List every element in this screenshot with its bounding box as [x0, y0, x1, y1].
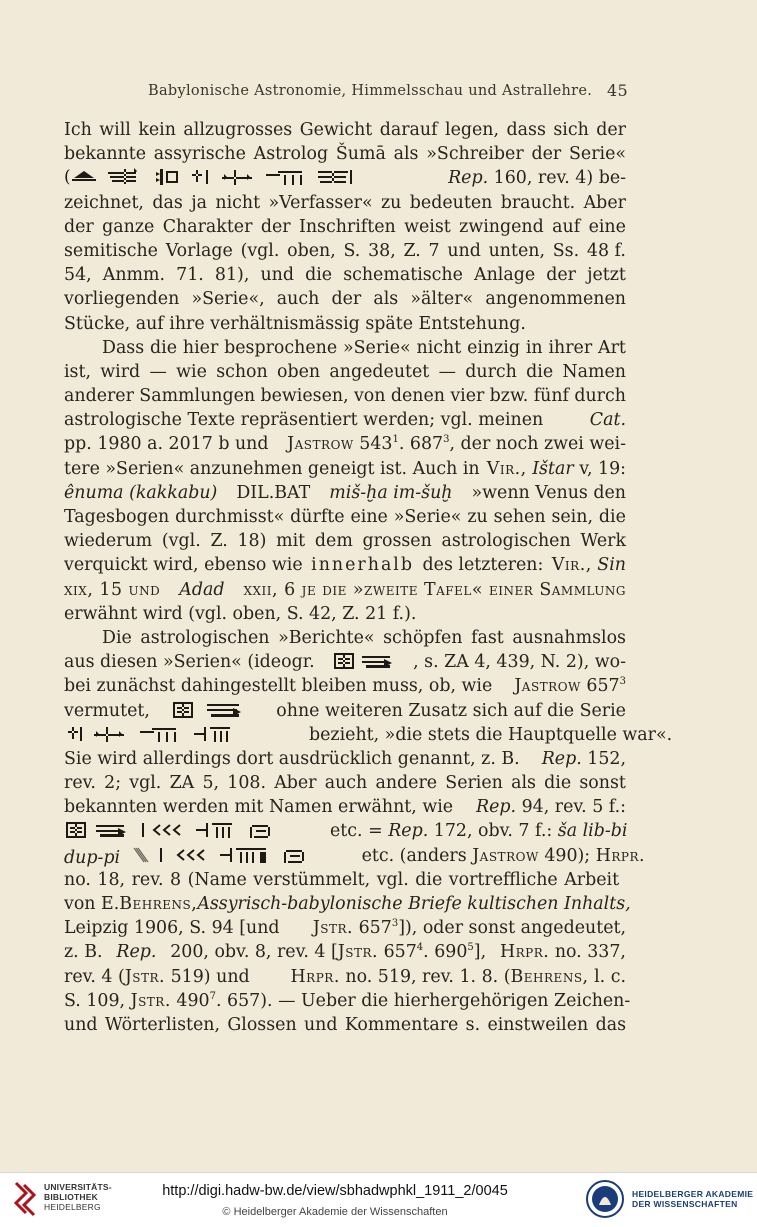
word: vgl.	[129, 773, 162, 794]
text-line: dup-pi etc. (anders Jastrow 490); Hrpr.	[64, 845, 646, 868]
word: Vorlage	[165, 240, 233, 261]
text-line: ênuma (kakkabu) DIL.BAT miš-ḫa im-šuḫ »wenn Venus den	[64, 482, 626, 503]
word: will	[99, 120, 131, 140]
text-line	[64, 771, 626, 795]
word: schon	[216, 361, 268, 382]
word: »Serie«	[342, 337, 411, 358]
cuneiform-ideogram	[332, 650, 396, 672]
cuneiform-signs-figure	[64, 723, 309, 745]
word: (vgl.	[161, 531, 201, 552]
word: dem	[314, 531, 353, 552]
word: das	[595, 1014, 626, 1035]
word: dass	[506, 120, 546, 140]
word: zeichnet,	[64, 192, 144, 213]
text-line	[64, 142, 626, 166]
word: Anmm.	[102, 265, 166, 286]
text-line	[64, 384, 626, 408]
word: »Berichte«	[278, 627, 375, 648]
word: eine	[350, 507, 388, 527]
word: und	[447, 240, 481, 261]
cat-reference: Cat.	[589, 410, 626, 431]
text-line	[64, 529, 626, 553]
word: besprochene	[224, 337, 338, 358]
word: braucht.	[500, 192, 576, 213]
word: —	[438, 361, 456, 382]
text-line	[64, 360, 626, 384]
word: darauf	[379, 120, 438, 140]
word: die	[305, 265, 333, 286]
word: kein	[138, 120, 176, 140]
word: wiederum	[64, 531, 153, 552]
word: (vgl.	[240, 240, 280, 261]
svg-text:(: (	[64, 167, 71, 188]
word: das	[152, 192, 183, 213]
word: Namen	[562, 361, 626, 382]
word: Dass	[102, 337, 145, 358]
word: ihrer	[548, 337, 593, 358]
word: sonst	[579, 773, 626, 794]
university-library-logo-icon	[12, 1179, 38, 1219]
word: der	[531, 144, 562, 165]
word: nicht	[416, 337, 462, 358]
word: »Verfasser«	[268, 192, 373, 213]
word: ja	[191, 192, 207, 213]
word: Die	[102, 627, 132, 648]
word: als	[393, 144, 419, 165]
word: »älter«	[410, 289, 474, 310]
word: Wörterlisten,	[104, 1014, 221, 1035]
word: sich	[553, 120, 589, 140]
word: grossen	[362, 531, 432, 552]
word: nicht	[215, 192, 261, 213]
cuneiform-signs-figure	[126, 844, 362, 866]
word: fast	[471, 627, 504, 648]
text-line: erwähnt wird (vgl. oben, S. 42, Z. 21 f.).	[64, 603, 417, 624]
university-library-name: UNIVERSITÄTS- BIBLIOTHEK HEIDELBERG	[44, 1182, 112, 1212]
word: —	[149, 361, 167, 382]
text-line: Sie wird allerdings dort ausdrücklich genannt, z. B. Rep. 152,	[64, 748, 626, 769]
word: als	[373, 289, 399, 310]
word: und	[303, 1014, 338, 1035]
word: zu	[467, 507, 488, 527]
word: ist,	[64, 361, 92, 382]
word: Aber	[274, 773, 317, 794]
word: Z.	[403, 240, 421, 261]
word: legen,	[445, 120, 500, 140]
word: Anlage	[474, 265, 536, 286]
word: Ich	[64, 120, 92, 140]
word: bekannte	[64, 144, 147, 165]
word: »Serie«	[393, 507, 462, 527]
word: 54,	[64, 265, 92, 286]
word: denen	[390, 386, 445, 407]
word: andere	[375, 773, 438, 794]
word: eine	[588, 216, 626, 237]
word: zu	[381, 192, 402, 213]
word: astrologischen	[140, 627, 270, 648]
text-line: Leipzig 1906, S. 94 [und Jstr. $657^3$]), oder sonst angedeutet,	[64, 918, 626, 939]
text-line	[64, 263, 626, 287]
page-number: 45	[607, 81, 628, 100]
word: Astrolog	[253, 144, 329, 165]
word: sein,	[551, 507, 593, 527]
word: der	[260, 216, 291, 237]
text-line: z. B. Rep. 200, obv. 8, rev. 4 [Jstr. $657^4$. $690^5$], Hrpr. no. 337,	[64, 942, 626, 963]
word: oben,	[287, 240, 336, 261]
word: ausnahmslos	[512, 627, 626, 648]
word: 108.	[227, 773, 266, 794]
word: einstweilen	[487, 1014, 589, 1035]
cuneiform-signs-figure	[64, 819, 330, 841]
text-line: verquickt wird, ebenso wie innerhalb des letzteren: Vir., Sin	[64, 555, 626, 576]
word: die	[544, 773, 572, 794]
word: Art	[598, 337, 626, 358]
word: dürfte	[290, 507, 345, 527]
text-line	[64, 336, 626, 360]
word: ZA	[169, 773, 195, 794]
text-line: Stücke, auf ihre verhältnismässig späte Entstehung.	[64, 313, 526, 334]
text-line: no. 18, rev. 8 (Name verstümmelt, vgl. die vortreffliche Arbeit	[64, 869, 620, 890]
word: Inschriften	[298, 216, 396, 237]
word: zwingend	[459, 216, 544, 237]
word: vorliegenden	[64, 289, 180, 310]
text-line	[64, 626, 626, 650]
academy-name: HEIDELBERGER AKADEMIE DER WISSENSCHAFTEN	[632, 1189, 754, 1209]
word: weist	[404, 216, 451, 237]
word: 7	[428, 240, 440, 261]
word: Sammlungen	[139, 386, 256, 407]
word: angenommenen	[485, 289, 626, 310]
word: ganze	[102, 216, 155, 237]
word: als	[511, 773, 536, 794]
word: mit	[276, 531, 306, 552]
word: Aber	[583, 192, 626, 213]
word: einzig	[467, 337, 520, 358]
word: der	[331, 289, 362, 310]
word: von	[353, 386, 386, 407]
text-line	[64, 215, 626, 239]
word: 18)	[237, 531, 267, 552]
word: in	[525, 337, 543, 358]
word: bzw.	[489, 386, 529, 407]
word: Charakter	[162, 216, 253, 237]
word: Glossen	[227, 1014, 297, 1035]
word: auch	[276, 289, 320, 310]
text-line	[64, 239, 626, 263]
word: wird	[100, 361, 141, 382]
body-text	[64, 118, 673, 1037]
text-line: bei zunächst dahingestellt bleiben muss, ob, wie Jastrow $657^3$	[64, 676, 626, 697]
word: Gewicht	[299, 120, 373, 140]
word: 38,	[368, 240, 396, 261]
word: assyrische	[153, 144, 246, 165]
running-header	[148, 83, 628, 105]
text-line: etc. = Rep. 172, obv. 7 f.: ša lib-bi	[64, 819, 626, 843]
word: wie	[176, 361, 207, 382]
word: jetzt	[587, 265, 626, 286]
running-title: Babylonische Astronomie, Himmelsschau und Astrallehre.	[148, 83, 593, 99]
text-line: bezieht, »die stets die Hauptquelle war«.	[64, 723, 626, 747]
word: Werk	[580, 531, 626, 552]
word: 5,	[202, 773, 220, 794]
word: durchmisst«	[175, 507, 285, 527]
word: Kommentare	[344, 1014, 459, 1035]
word: der	[546, 265, 576, 286]
text-line: rev. 4 (Jstr. 519) und Hrpr. no. 519, rev. 1. 8. (Behrens, l. c.	[64, 966, 626, 987]
word: auf	[552, 216, 581, 237]
word: anderer	[64, 386, 134, 407]
academy-seal-icon	[585, 1179, 625, 1219]
word: »Serie«,	[191, 289, 265, 310]
text-line: ( Rep. 160, rev. 4) be-	[64, 166, 626, 190]
viewer-footer	[0, 1172, 757, 1227]
rep-reference: Rep.	[448, 168, 489, 189]
word: s.	[465, 1014, 481, 1035]
word: schöpfen	[383, 627, 463, 648]
text-line: pp. 1980 a. 2017 b und Jastrow $543^1$. $687^3$, der noch zwei wei-	[64, 434, 626, 455]
word: die	[150, 337, 178, 358]
word: Tagesbogen	[64, 507, 170, 527]
cuneiform-signs-figure	[64, 166, 404, 188]
text-line	[64, 505, 626, 529]
word: astrologischen	[441, 531, 571, 552]
text-line: bekannten werden mit Namen erwähnt, wie Rep. 94, rev. 5 f.:	[64, 797, 626, 818]
word: angedeutet	[329, 361, 430, 382]
word: auch	[324, 773, 368, 794]
word: und	[64, 1014, 98, 1035]
text-line: S. 109, Jstr. $490^7$. 657). — Ueber die hierhergehörigen Zeichen-	[64, 990, 631, 1011]
word: fünf	[533, 386, 569, 407]
word: Serie«	[568, 144, 626, 165]
word: Serien	[445, 773, 503, 794]
word: bewiesen,	[260, 386, 349, 407]
text-line	[64, 118, 626, 142]
word: schematische	[343, 265, 463, 286]
text-line: von E. Behrens, Assyrisch-babylonische Briefe kultischen Inhalts,	[64, 894, 631, 914]
text-line: xix, 15 und Adad xxii, 6 je die »zweite Tafel« einer Sammlung	[64, 579, 626, 600]
word: und	[260, 265, 294, 286]
word: semitische	[64, 240, 158, 261]
text-line: aus diesen »Serien« (ideogr. , s. ZA 4, 439, N. 2), wo-	[64, 652, 626, 673]
word: durch	[574, 386, 626, 407]
word: vier	[450, 386, 485, 407]
text-line: vermutet, ohne weiteren Zusatz sich auf die Serie	[64, 700, 626, 721]
word: rev.	[64, 773, 96, 794]
word: 81),	[214, 265, 250, 286]
copyright-notice: © Heidelberger Akademie der Wissenschaften	[222, 1206, 448, 1218]
word: S.	[343, 240, 361, 261]
word: 2;	[104, 773, 122, 794]
cuneiform-ideogram	[171, 699, 255, 721]
word: die	[526, 361, 554, 382]
word: bedeuten	[409, 192, 493, 213]
cuneiform-sequence	[64, 166, 404, 190]
word: durch	[465, 361, 517, 382]
word: die	[598, 507, 626, 527]
word: oben	[277, 361, 321, 382]
word: sehen	[493, 507, 546, 527]
text-line: astrologische Texte repräsentiert werden; vgl. meinen Cat.	[64, 408, 626, 432]
text-line	[64, 191, 626, 215]
text-line: tere »Serien« anzunehmen geneigt ist. Auch in Vir., Ištar v, 19:	[64, 458, 626, 479]
text-line	[64, 287, 626, 311]
word: hier	[182, 337, 219, 358]
word: 48 f.	[586, 240, 626, 261]
text-line	[64, 1013, 626, 1037]
word: der	[64, 216, 94, 237]
word: allzugrosses	[183, 120, 293, 140]
word: Šumā	[335, 144, 386, 165]
permalink-url[interactable]: http://digi.hadw-bw.de/view/sbhadwphkl_1911_2/0045	[162, 1183, 508, 1199]
word: Ss.	[552, 240, 580, 261]
word: »Schreiber	[426, 144, 524, 165]
word: 71.	[176, 265, 204, 286]
word: unten,	[488, 240, 546, 261]
word: der	[596, 120, 626, 140]
word: Z.	[210, 531, 228, 552]
